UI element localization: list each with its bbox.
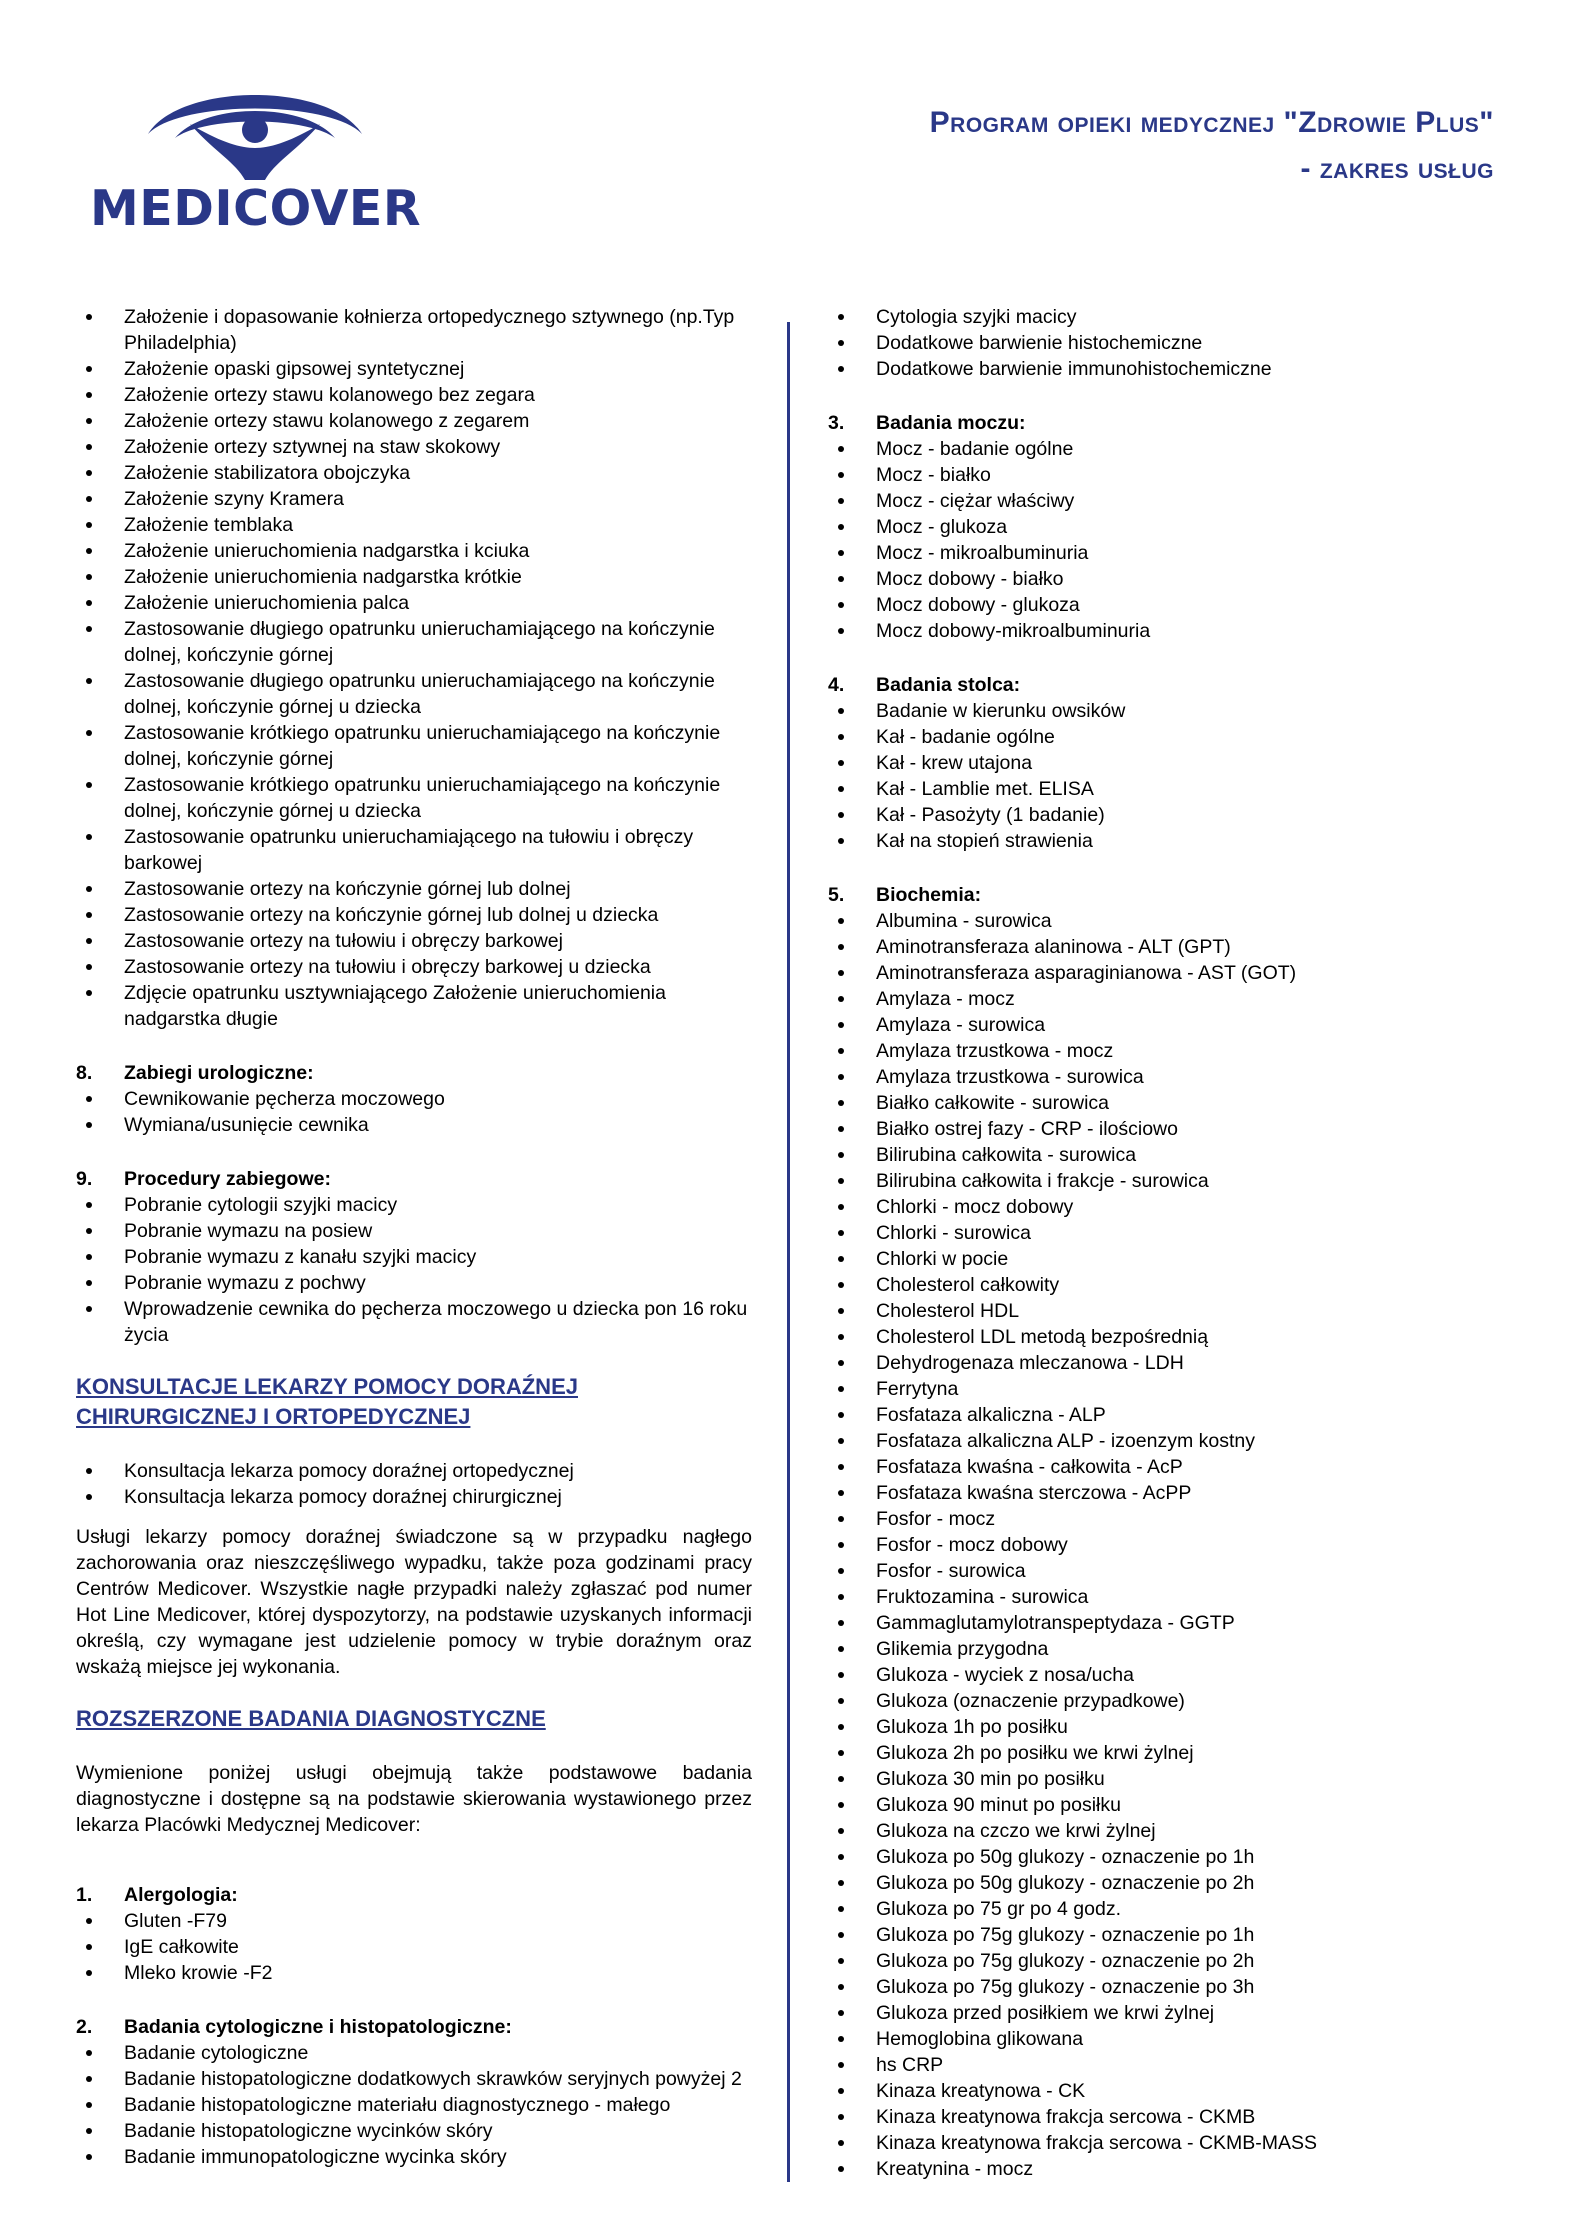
list-item: Mocz - ciężar właściwy — [828, 488, 1518, 514]
section-heading-stool: 4. Badania stolca: — [828, 674, 1021, 696]
list-item: Gammaglutamylotranspeptydaza - GGTP — [828, 1610, 1518, 1636]
urology-list — [76, 1086, 752, 1138]
list-item: Badanie histopatologiczne wycinków skóry — [76, 2118, 752, 2144]
cytology-continued-list — [828, 304, 1518, 382]
diagnostics-paragraph: Wymienione poniżej usługi obejmują także podstawowe badania diagnostyczne i dostępne są na podstawie skierowania wystawionego przez lekarza Placówki Medycznej Medicover: — [76, 1762, 752, 1836]
list-item: Założenie opaski gipsowej syntetycznej — [76, 356, 752, 382]
list-item: Fosfataza kwaśna sterczowa - AcPP — [828, 1480, 1518, 1506]
list-item: Konsultacja lekarza pomocy doraźnej chirurgicznej — [76, 1484, 752, 1510]
list-item: Założenie stabilizatora obojczyka — [76, 460, 752, 486]
list-item: Chlorki - surowica — [828, 1220, 1518, 1246]
list-item: Badanie immunopatologiczne wycinka skóry — [76, 2144, 752, 2170]
list-item: Glukoza po 75g glukozy - oznaczenie po 2h — [828, 1948, 1518, 1974]
list-item: Badanie w kierunku owsików — [828, 698, 1518, 724]
list-item: Założenie unieruchomienia nadgarstka krótkie — [76, 564, 752, 590]
section-heading-urine: 3. Badania moczu: — [828, 412, 1026, 434]
list-item: Założenie unieruchomienia nadgarstka i kciuka — [76, 538, 752, 564]
title-line-2: - zakres usług — [1300, 152, 1494, 185]
medicover-logo — [90, 72, 420, 242]
list-item: Mocz - badanie ogólne — [828, 436, 1518, 462]
list-item: Założenie ortezy stawu kolanowego bez zegara — [76, 382, 752, 408]
list-item: Gluten -F79 — [76, 1908, 752, 1934]
logo-figure-icon — [90, 72, 420, 182]
list-item: Wymiana/usunięcie cewnika — [76, 1112, 752, 1138]
list-item: Amylaza - mocz — [828, 986, 1518, 1012]
section-heading-allergology: 1. Alergologia: — [76, 1884, 238, 1906]
list-item: Mocz dobowy-mikroalbuminuria — [828, 618, 1518, 644]
list-item: Aminotransferaza alaninowa - ALT (GPT) — [828, 934, 1518, 960]
list-item: Mocz dobowy - białko — [828, 566, 1518, 592]
list-item: Fosfataza alkaliczna ALP - izoenzym kostny — [828, 1428, 1518, 1454]
list-item: IgE całkowite — [76, 1934, 752, 1960]
list-item: Aminotransferaza asparaginianowa - AST (GOT) — [828, 960, 1518, 986]
list-item: Badanie cytologiczne — [76, 2040, 752, 2066]
list-item: Chlorki w pocie — [828, 1246, 1518, 1272]
allergology-list — [76, 1908, 752, 1986]
list-item: Zastosowanie ortezy na tułowiu i obręczy barkowej — [76, 928, 752, 954]
list-item: Cholesterol całkowity — [828, 1272, 1518, 1298]
list-item: Fosfor - surowica — [828, 1558, 1518, 1584]
section-heading-biochemistry: 5. Biochemia: — [828, 884, 982, 906]
list-item: Fruktozamina - surowica — [828, 1584, 1518, 1610]
section-heading-cytology: 2. Badania cytologiczne i histopatologiczne: — [76, 2016, 512, 2038]
list-item: Kinaza kreatynowa frakcja sercowa - CKMB-MASS — [828, 2130, 1518, 2156]
list-item: Cytologia szyjki macicy — [828, 304, 1518, 330]
list-item: Kał na stopień strawienia — [828, 828, 1518, 854]
list-item: Zastosowanie krótkiego opatrunku unieruchamiającego na kończynie dolnej, kończynie górnej — [76, 720, 752, 772]
urine-list — [828, 436, 1518, 644]
list-item: Glukoza po 50g glukozy - oznaczenie po 2h — [828, 1870, 1518, 1896]
list-item: Glukoza 1h po posiłku — [828, 1714, 1518, 1740]
left-column — [76, 304, 752, 2170]
list-item: Założenie ortezy stawu kolanowego z zegarem — [76, 408, 752, 434]
list-item: Glukoza po 50g glukozy - oznaczenie po 1h — [828, 1844, 1518, 1870]
biochemistry-list — [828, 908, 1518, 2182]
list-item: Dehydrogenaza mleczanowa - LDH — [828, 1350, 1518, 1376]
list-item: Zastosowanie krótkiego opatrunku unieruchamiającego na kończynie dolnej, kończynie górnej u dziecka — [76, 772, 752, 824]
list-item: Cewnikowanie pęcherza moczowego — [76, 1086, 752, 1112]
list-item: Glukoza - wyciek z nosa/ucha — [828, 1662, 1518, 1688]
list-item: Mocz - mikroalbuminuria — [828, 540, 1518, 566]
list-item: Pobranie cytologii szyjki macicy — [76, 1192, 752, 1218]
list-item: Amylaza trzustkowa - surowica — [828, 1064, 1518, 1090]
list-item: Chlorki - mocz dobowy — [828, 1194, 1518, 1220]
list-item: Konsultacja lekarza pomocy doraźnej ortopedycznej — [76, 1458, 752, 1484]
list-item: Albumina - surowica — [828, 908, 1518, 934]
heading-konsultacje: KONSULTACJE LEKARZY POMOCY DORAŹNEJ CHIRURGICZNEJ I ORTOPEDYCZNEJ — [76, 1374, 578, 1429]
column-divider — [787, 322, 790, 2182]
list-item: Dodatkowe barwienie immunohistochemiczne — [828, 356, 1518, 382]
list-item: Zastosowanie długiego opatrunku unieruchamiającego na kończynie dolnej, kończynie górnej — [76, 616, 752, 668]
list-item: Fosfor - mocz — [828, 1506, 1518, 1532]
list-item: Bilirubina całkowita - surowica — [828, 1142, 1518, 1168]
list-item: Badanie histopatologiczne dodatkowych skrawków seryjnych powyżej 2 — [76, 2066, 752, 2092]
list-item: Założenie szyny Kramera — [76, 486, 752, 512]
list-item: Pobranie wymazu na posiew — [76, 1218, 752, 1244]
section-heading-procedures: 9. Procedury zabiegowe: — [76, 1168, 331, 1190]
list-item: Kał - Lamblie met. ELISA — [828, 776, 1518, 802]
list-item: Zastosowanie ortezy na kończynie górnej lub dolnej — [76, 876, 752, 902]
procedures-list — [76, 1192, 752, 1348]
list-item: Białko ostrej fazy - CRP - ilościowo — [828, 1116, 1518, 1142]
list-item: Pobranie wymazu z kanału szyjki macicy — [76, 1244, 752, 1270]
consultations-paragraph: Usługi lekarzy pomocy doraźnej świadczone są w przypadku nagłego zachorowania oraz nieszczęśliwego wypadku, także poza godzinami pracy Centrów Medicover. Wszystkie nagłe przypadki należy zgłaszać pod numer Hot Line Medicover, której dyspozytorzy, na podstawie uzyskanych informacji określą, czy wymagane jest udzielenie pomocy w trybie doraźnym oraz wskażą miejsce jej wykonania. — [76, 1526, 752, 1678]
list-item: Amylaza trzustkowa - mocz — [828, 1038, 1518, 1064]
list-item: Glikemia przygodna — [828, 1636, 1518, 1662]
list-item: Kał - badanie ogólne — [828, 724, 1518, 750]
title-line-1: Program opieki medycznej "Zdrowie Plus" — [929, 106, 1494, 139]
section-heading-urology: 8. Zabiegi urologiczne: — [76, 1062, 314, 1084]
list-item: Mocz dobowy - glukoza — [828, 592, 1518, 618]
list-item: Glukoza przed posiłkiem we krwi żylnej — [828, 2000, 1518, 2026]
list-item: Zdjęcie opatrunku usztywniającego Założenie unieruchomienia nadgarstka długie — [76, 980, 752, 1032]
right-column — [828, 304, 1518, 2182]
list-item: Glukoza na czczo we krwi żylnej — [828, 1818, 1518, 1844]
list-item: Fosfor - mocz dobowy — [828, 1532, 1518, 1558]
list-item: Glukoza 2h po posiłku we krwi żylnej — [828, 1740, 1518, 1766]
list-item: Zastosowanie opatrunku unieruchamiającego na tułowiu i obręczy barkowej — [76, 824, 752, 876]
page-title — [930, 100, 1494, 192]
list-item: Hemoglobina glikowana — [828, 2026, 1518, 2052]
list-item: Zastosowanie długiego opatrunku unieruchamiającego na kończynie dolnej, kończynie górnej u dziecka — [76, 668, 752, 720]
list-item: hs CRP — [828, 2052, 1518, 2078]
list-item: Glukoza 90 minut po posiłku — [828, 1792, 1518, 1818]
list-item: Cholesterol HDL — [828, 1298, 1518, 1324]
list-item: Glukoza 30 min po posiłku — [828, 1766, 1518, 1792]
list-item: Pobranie wymazu z pochwy — [76, 1270, 752, 1296]
list-item: Kał - krew utajona — [828, 750, 1518, 776]
list-item: Białko całkowite - surowica — [828, 1090, 1518, 1116]
list-item: Mocz - białko — [828, 462, 1518, 488]
list-item: Badanie histopatologiczne materiału diagnostycznego - małego — [76, 2092, 752, 2118]
list-item: Ferrytyna — [828, 1376, 1518, 1402]
list-item: Mleko krowie -F2 — [76, 1960, 752, 1986]
list-item: Kinaza kreatynowa frakcja sercowa - CKMB — [828, 2104, 1518, 2130]
list-item: Założenie i dopasowanie kołnierza ortopedycznego sztywnego (np.Typ Philadelphia) — [76, 304, 752, 356]
list-item: Założenie ortezy sztywnej na staw skokowy — [76, 434, 752, 460]
list-item: Glukoza po 75g glukozy - oznaczenie po 1h — [828, 1922, 1518, 1948]
consultations-list — [76, 1458, 752, 1510]
list-item: Dodatkowe barwienie histochemiczne — [828, 330, 1518, 356]
list-item: Kał - Pasożyty (1 badanie) — [828, 802, 1518, 828]
list-item: Glukoza po 75g glukozy - oznaczenie po 3h — [828, 1974, 1518, 2000]
list-item: Wprowadzenie cewnika do pęcherza moczowego u dziecka pon 16 roku życia — [76, 1296, 752, 1348]
logo-wordmark: MEDICOVER — [90, 180, 422, 237]
list-item: Mocz - glukoza — [828, 514, 1518, 540]
list-item: Założenie unieruchomienia palca — [76, 590, 752, 616]
list-item: Kreatynina - mocz — [828, 2156, 1518, 2182]
list-item: Glukoza po 75 gr po 4 godz. — [828, 1896, 1518, 1922]
list-item: Glukoza (oznaczenie przypadkowe) — [828, 1688, 1518, 1714]
cytology-list — [76, 2040, 752, 2170]
list-item: Założenie temblaka — [76, 512, 752, 538]
orthopedic-list — [76, 304, 752, 1032]
list-item: Kinaza kreatynowa - CK — [828, 2078, 1518, 2104]
list-item: Bilirubina całkowita i frakcje - surowica — [828, 1168, 1518, 1194]
stool-list — [828, 698, 1518, 854]
heading-rozszerzone: ROZSZERZONE BADANIA DIAGNOSTYCZNE — [76, 1706, 546, 1731]
list-item: Cholesterol LDL metodą bezpośrednią — [828, 1324, 1518, 1350]
list-item: Zastosowanie ortezy na tułowiu i obręczy barkowej u dziecka — [76, 954, 752, 980]
list-item: Amylaza - surowica — [828, 1012, 1518, 1038]
list-item: Fosfataza kwaśna - całkowita - AcP — [828, 1454, 1518, 1480]
list-item: Fosfataza alkaliczna - ALP — [828, 1402, 1518, 1428]
list-item: Zastosowanie ortezy na kończynie górnej lub dolnej u dziecka — [76, 902, 752, 928]
